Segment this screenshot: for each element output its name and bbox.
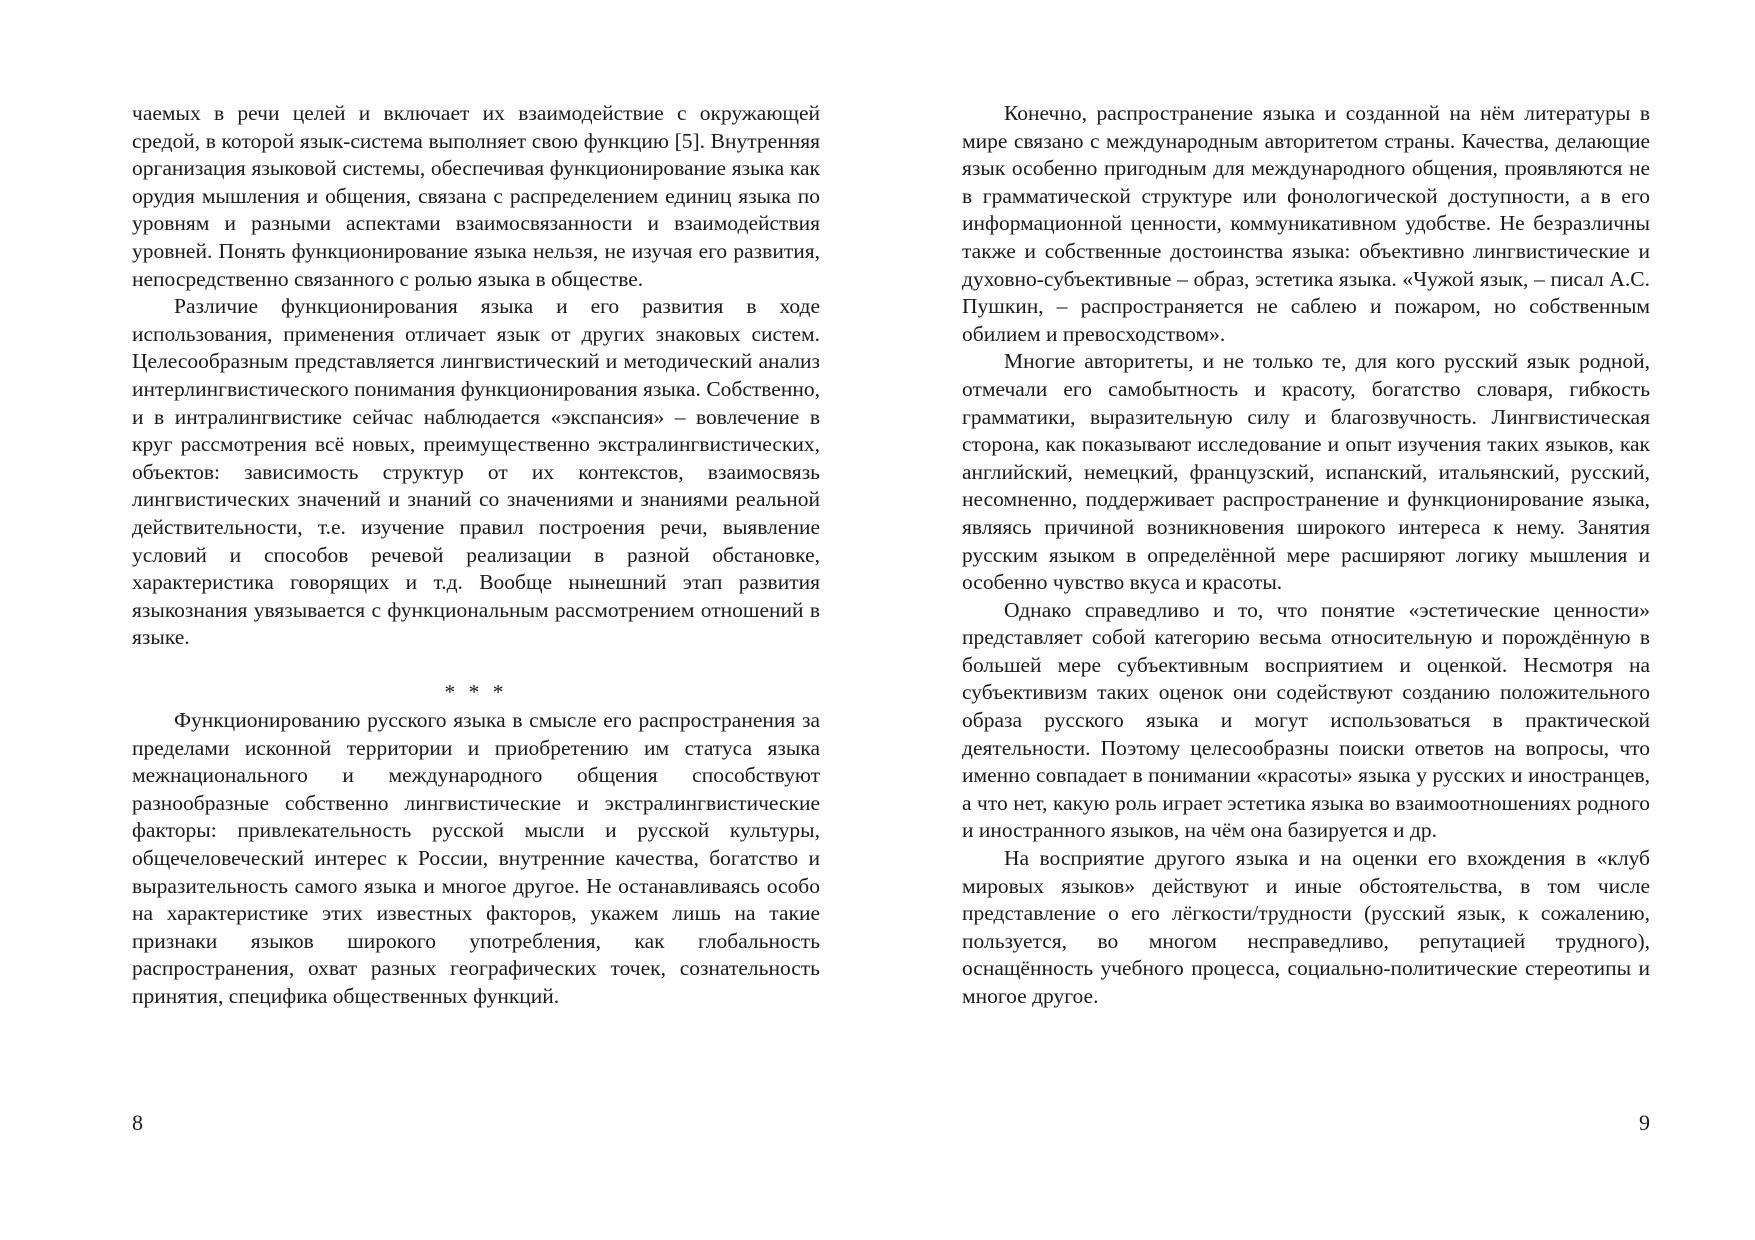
right-paragraph-3: Однако справедливо и то, что понятие «эстетические ценности» представляет собой категорию весьма относительную и порождённую в большей мере субъективным восприятием и оценкой. Несмотря на субъективизм таких оценок они содействуют созданию положительного образа русского языка и могут использоваться в практической деятельности. Поэтому целесообразны поиски ответов на вопросы, что именно совпадает в понимании «красоты» языка у русских и иностранцев, а что нет, какую роль играет эстетика языка во взаимоотношениях родного и иностранного языков, на чём она базируется и др. xyxy=(962,597,1650,843)
left-paragraph-3: Функционированию русского языка в смысле его распространения за пределами исконной территории и приобретению им статуса языка межнационального и международного общения способствуют разнообразные собственно лингвистические и экстралингвистические факторы: привлекательность русской мысли и русской культуры, общечеловеческий интерес к России, внутренние качества, богатство и выразительность самого языка и многое другое. Не останавливаясь особо на характеристике этих известных факторов, укажем лишь на такие признаки языков широкого употребления, как глобальность распространения, охват разных географических точек, сознательность принятия, специфика общественных функций. xyxy=(132,708,820,1008)
section-separator: * * * xyxy=(444,680,508,705)
right-page-text xyxy=(962,100,1650,1011)
left-paragraph-2: Различие функционирования языка и его развития в ходе использования, применения отличает язык от других знаковых систем. Целесообразным представляется лингвистический и методический анализ интерлингвистического понимания функционирования языка. Собственно, и в интралингвистике сейчас наблюдается «экспансия» – вовлечение в круг рассмотрения всё новых, преимущественно экстралингвистических, объектов: зависимость структур от их контекстов, взаимосвязь лингвистических значений и знаний со значениями и знаниями реальной действительности, т.е. изучение правил построения речи, выявление условий и способов речевой реализации в разной обстановке, характеристика говорящих и т.д. Вообще нынешний этап развития языкознания увязывается с функциональным рассмотрением отношений в языке. xyxy=(132,294,820,650)
left-page-text xyxy=(132,100,820,1011)
right-page xyxy=(962,100,1650,1180)
page-number-left: 8 xyxy=(132,1110,143,1135)
right-paragraph-4: На восприятие другого языка и на оценки его вхождения в «клуб мировых языков» действуют и иные обстоятельства, в том числе представление о его лёгкости/трудности (русский язык, к сожалению, пользуется, во многом несправедливо, репутацией трудного), оснащённость учебного процесса, социально-политические стереотипы и многое другое. xyxy=(962,846,1650,1008)
right-paragraph-2: Многие авторитеты, и не только те, для кого русский язык родной, отмечали его самобытность и красоту, богатство словаря, гибкость грамматики, выразительную силу и благозвучность. Лингвистическая сторона, как показывают исследование и опыт изучения таких языков, как английский, немецкий, французский, испанский, итальянский, русский, несомненно, поддерживает распространение и функционирование языка, являясь причиной возникновения широкого интереса к нему. Занятия русским языком в определённой мере расширяют логику мышления и особенно чувство вкуса и красоты. xyxy=(962,349,1650,595)
left-page xyxy=(132,100,820,1180)
left-paragraph-1: чаемых в речи целей и включает их взаимодействие с окружающей средой, в которой язык-система выполняет свою функцию [5]. Внутренняя организация языковой системы, обеспечивая функционирование языка как орудия мышления и общения, связана с распределением единиц языка по уровням и разными аспектами взаимосвязанности и взаимодействия уровней. Понять функционирование языка нельзя, не изучая его развития, непосредственно связанного с ролью языка в обществе. xyxy=(132,101,820,291)
right-paragraph-1: Конечно, распространение языка и созданной на нём литературы в мире связано с международным авторитетом страны. Качества, делающие язык особенно пригодным для международного общения, проявляются не в грамматической структуре или фонологической доступности, а в его информационной ценности, коммуникативном удобстве. Не безразличны также и собственные достоинства языка: объективно лингвистические и духовно-субъективные – образ, эстетика языка. «Чужой язык, – писал А.С. Пушкин, – распространяется не саблею и пожаром, но собственным обилием и превосходством». xyxy=(962,101,1650,346)
page-number-right: 9 xyxy=(1639,1110,1650,1135)
